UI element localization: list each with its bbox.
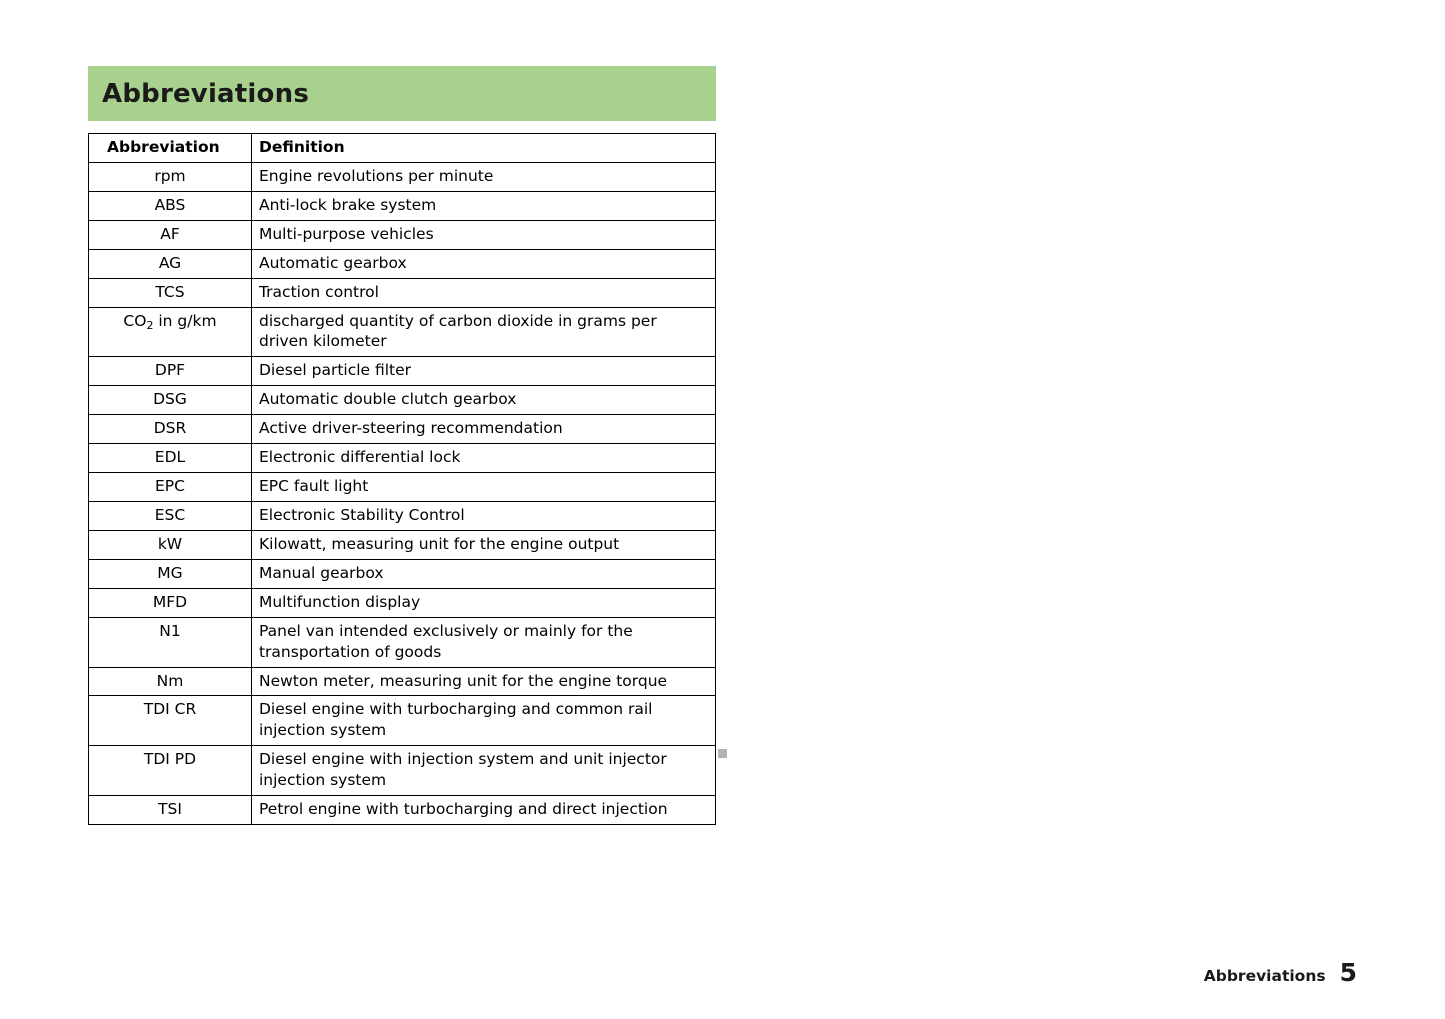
table-row bbox=[89, 220, 716, 249]
table-row bbox=[89, 473, 716, 502]
table-row bbox=[89, 357, 716, 386]
cell-abbreviation: TDI PD bbox=[89, 746, 252, 796]
column-header-definition: Definition bbox=[251, 134, 715, 163]
cell-definition: Anti-lock brake system bbox=[251, 191, 715, 220]
table-row bbox=[89, 278, 716, 307]
section-title-banner bbox=[88, 66, 716, 121]
cell-abbreviation: MFD bbox=[89, 588, 252, 617]
cell-definition: Diesel engine with injection system and unit injector injection system bbox=[251, 746, 715, 796]
table-row bbox=[89, 386, 716, 415]
table-row bbox=[89, 444, 716, 473]
cell-definition: Petrol engine with turbocharging and direct injection bbox=[251, 796, 715, 825]
cell-definition: Multifunction display bbox=[251, 588, 715, 617]
table-row bbox=[89, 617, 716, 667]
table-row bbox=[89, 249, 716, 278]
page-footer bbox=[1204, 958, 1357, 987]
column-header-abbreviation: Abbreviation bbox=[89, 134, 252, 163]
cell-definition: Automatic gearbox bbox=[251, 249, 715, 278]
table-header-row bbox=[89, 134, 716, 163]
table-row bbox=[89, 530, 716, 559]
cell-abbreviation: ESC bbox=[89, 501, 252, 530]
cell-definition: Diesel particle filter bbox=[251, 357, 715, 386]
table-row bbox=[89, 415, 716, 444]
table-row bbox=[89, 746, 716, 796]
table-body bbox=[89, 162, 716, 824]
table-row bbox=[89, 162, 716, 191]
page-title: Abbreviations bbox=[102, 78, 309, 109]
table-row bbox=[89, 588, 716, 617]
cell-definition: Panel van intended exclusively or mainly for the transportation of goods bbox=[251, 617, 715, 667]
cell-abbreviation: DSG bbox=[89, 386, 252, 415]
cell-abbreviation: $CO_2$ in g/km bbox=[89, 307, 252, 357]
cell-definition: Newton meter, measuring unit for the engine torque bbox=[251, 667, 715, 696]
table-row bbox=[89, 307, 716, 357]
cell-abbreviation: MG bbox=[89, 559, 252, 588]
cell-definition: Diesel engine with turbocharging and common rail injection system bbox=[251, 696, 715, 746]
cell-abbreviation: DSR bbox=[89, 415, 252, 444]
cell-abbreviation: AF bbox=[89, 220, 252, 249]
cell-definition: Traction control bbox=[251, 278, 715, 307]
end-of-section-marker-icon bbox=[718, 749, 727, 758]
cell-definition: Kilowatt, measuring unit for the engine output bbox=[251, 530, 715, 559]
table-header bbox=[89, 134, 716, 163]
cell-definition: discharged quantity of carbon dioxide in grams per driven kilometer bbox=[251, 307, 715, 357]
footer-page-number: 5 bbox=[1339, 958, 1357, 987]
table-row bbox=[89, 501, 716, 530]
cell-abbreviation: TDI CR bbox=[89, 696, 252, 746]
cell-abbreviation: N1 bbox=[89, 617, 252, 667]
cell-abbreviation: DPF bbox=[89, 357, 252, 386]
table-row bbox=[89, 696, 716, 746]
table-row bbox=[89, 796, 716, 825]
cell-definition: EPC fault light bbox=[251, 473, 715, 502]
table-row bbox=[89, 191, 716, 220]
cell-abbreviation: TSI bbox=[89, 796, 252, 825]
table-row bbox=[89, 667, 716, 696]
cell-abbreviation: AG bbox=[89, 249, 252, 278]
cell-definition: Multi-purpose vehicles bbox=[251, 220, 715, 249]
cell-definition: Automatic double clutch gearbox bbox=[251, 386, 715, 415]
footer-section-label: Abbreviations bbox=[1203, 967, 1326, 985]
cell-abbreviation: TCS bbox=[89, 278, 252, 307]
cell-definition: Electronic Stability Control bbox=[251, 501, 715, 530]
cell-definition: Electronic differential lock bbox=[251, 444, 715, 473]
cell-abbreviation: rpm bbox=[89, 162, 252, 191]
cell-abbreviation: Nm bbox=[89, 667, 252, 696]
cell-abbreviation: EDL bbox=[89, 444, 252, 473]
cell-definition: Engine revolutions per minute bbox=[251, 162, 715, 191]
table-row bbox=[89, 559, 716, 588]
cell-definition: Manual gearbox bbox=[251, 559, 715, 588]
cell-abbreviation: kW bbox=[89, 530, 252, 559]
cell-abbreviation: EPC bbox=[89, 473, 252, 502]
cell-abbreviation: ABS bbox=[89, 191, 252, 220]
abbreviations-table bbox=[88, 133, 716, 825]
cell-definition: Active driver-steering recommendation bbox=[251, 415, 715, 444]
